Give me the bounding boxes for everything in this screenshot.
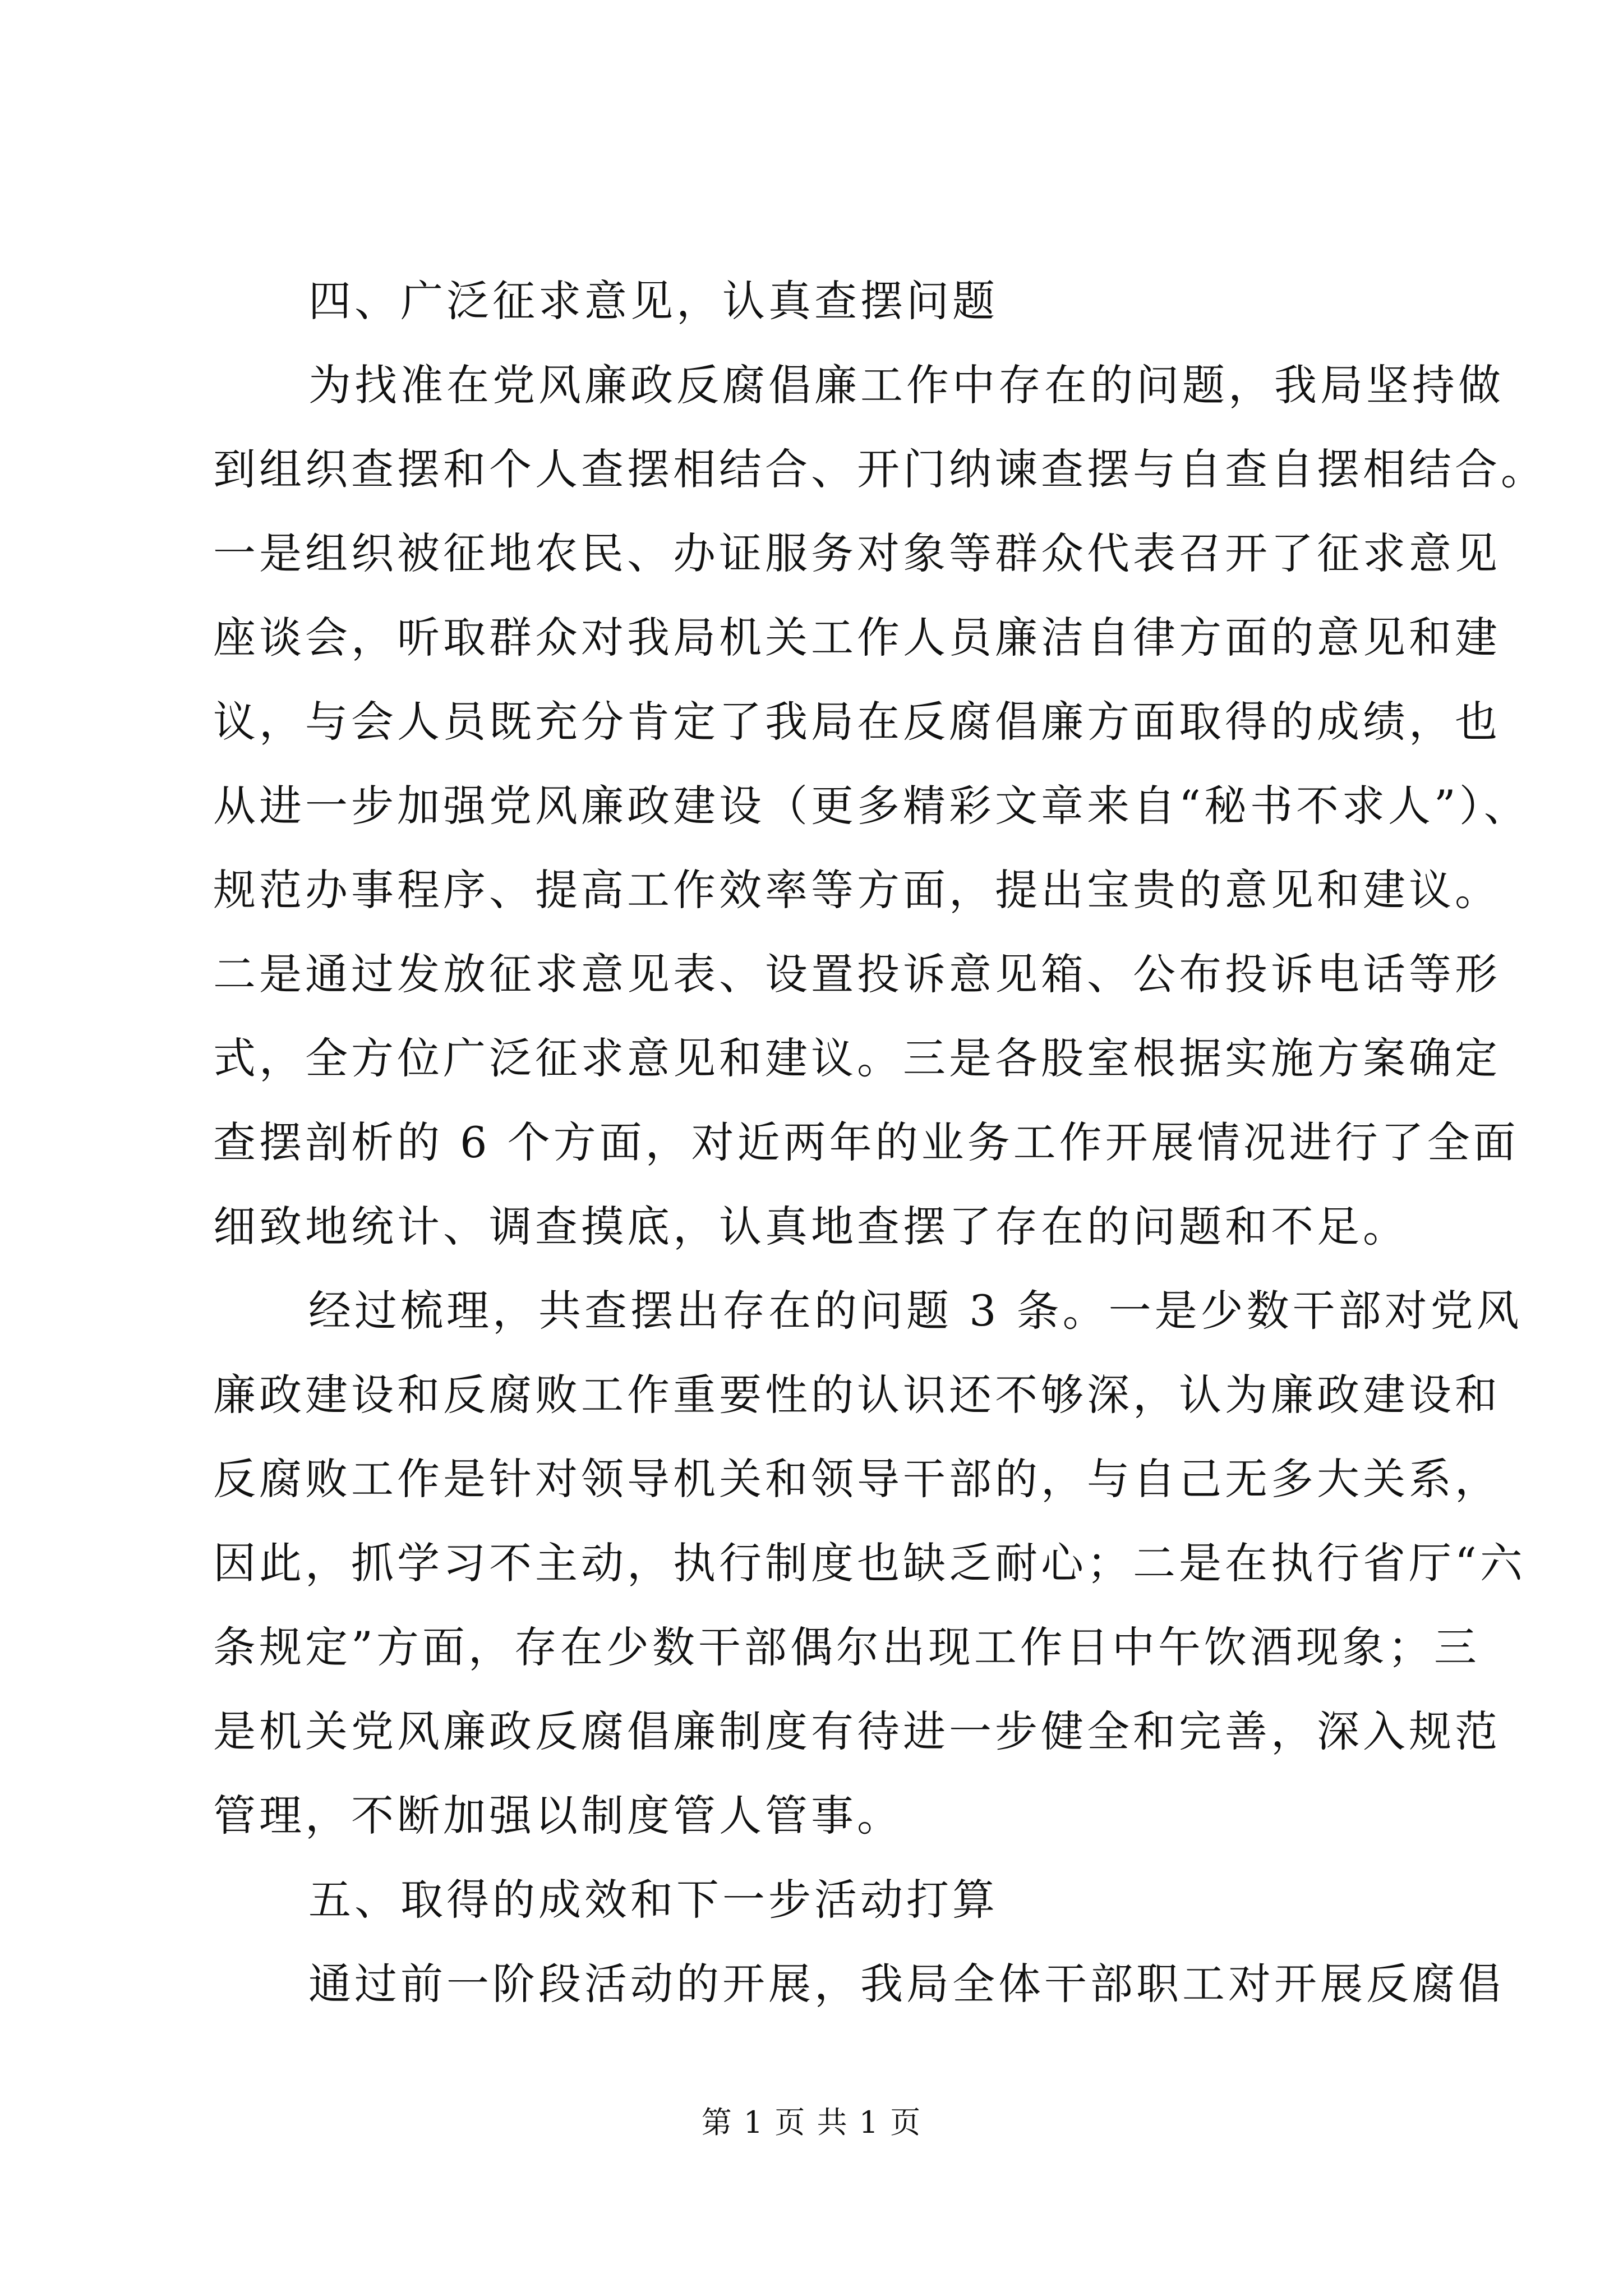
paragraph-line: 座谈会，听取群众对我局机关工作人员廉洁自律方面的意见和建: [213, 613, 1501, 662]
paragraph-line: 为找准在党风廉政反腐倡廉工作中存在的问题，我局坚持做: [308, 360, 1504, 410]
paragraph-line: 是机关党风廉政反腐倡廉制度有待进一步健全和完善，深入规范: [213, 1706, 1501, 1756]
paragraph-line: 一是组织被征地农民、办证服务对象等群众代表召开了征求意见: [213, 528, 1501, 578]
paragraph-line: 廉政建设和反腐败工作重要性的认识还不够深，认为廉政建设和: [213, 1370, 1501, 1420]
paragraph-line: 规范办事程序、提高工作效率等方面，提出宝贵的意见和建议。: [213, 865, 1501, 915]
paragraph-line: 反腐败工作是针对领导机关和领导干部的，与自己无多大关系，: [213, 1454, 1501, 1504]
section-heading-4: 四、广泛征求意见，认真查摆问题: [308, 276, 998, 326]
paragraph-line: 经过梳理，共查摆出存在的问题 3 条。一是少数干部对党风: [308, 1286, 1523, 1336]
paragraph-line: 管理，不断加强以制度管人管事。: [213, 1791, 903, 1841]
paragraph-line: 二是通过发放征求意见表、设置投诉意见箱、公布投诉电话等形: [213, 949, 1501, 999]
paragraph-line: 细致地统计、调查摸底，认真地查摆了存在的问题和不足。: [213, 1202, 1409, 1251]
page-footer: 第 1 页 共 1 页: [701, 2105, 922, 2140]
paragraph-line: 从进一步加强党风廉政建设（更多精彩文章来自“秘书不求人”）、: [213, 781, 1530, 831]
paragraph-line: 条规定”方面，存在少数干部偶尔出现工作日中午饮酒现象；三: [213, 1622, 1480, 1672]
paragraph-line: 到组织查摆和个人查摆相结合、开门纳谏查摆与自查自摆相结合。: [213, 444, 1547, 494]
paragraph-line: 议，与会人员既充分肯定了我局在反腐倡廉方面取得的成绩，也: [213, 697, 1501, 747]
paragraph-line: 因此，抓学习不主动，执行制度也缺乏耐心；二是在执行省厅“六: [213, 1538, 1526, 1588]
section-heading-5: 五、取得的成效和下一步活动打算: [308, 1875, 998, 1925]
paragraph-line: 式，全方位广泛征求意见和建议。三是各股室根据实施方案确定: [213, 1033, 1501, 1083]
paragraph-line: 查摆剖析的 6 个方面，对近两年的业务工作开展情况进行了全面: [213, 1117, 1519, 1167]
paragraph-line: 通过前一阶段活动的开展，我局全体干部职工对开展反腐倡: [308, 1959, 1504, 2009]
document-body: [213, 259, 1547, 2026]
